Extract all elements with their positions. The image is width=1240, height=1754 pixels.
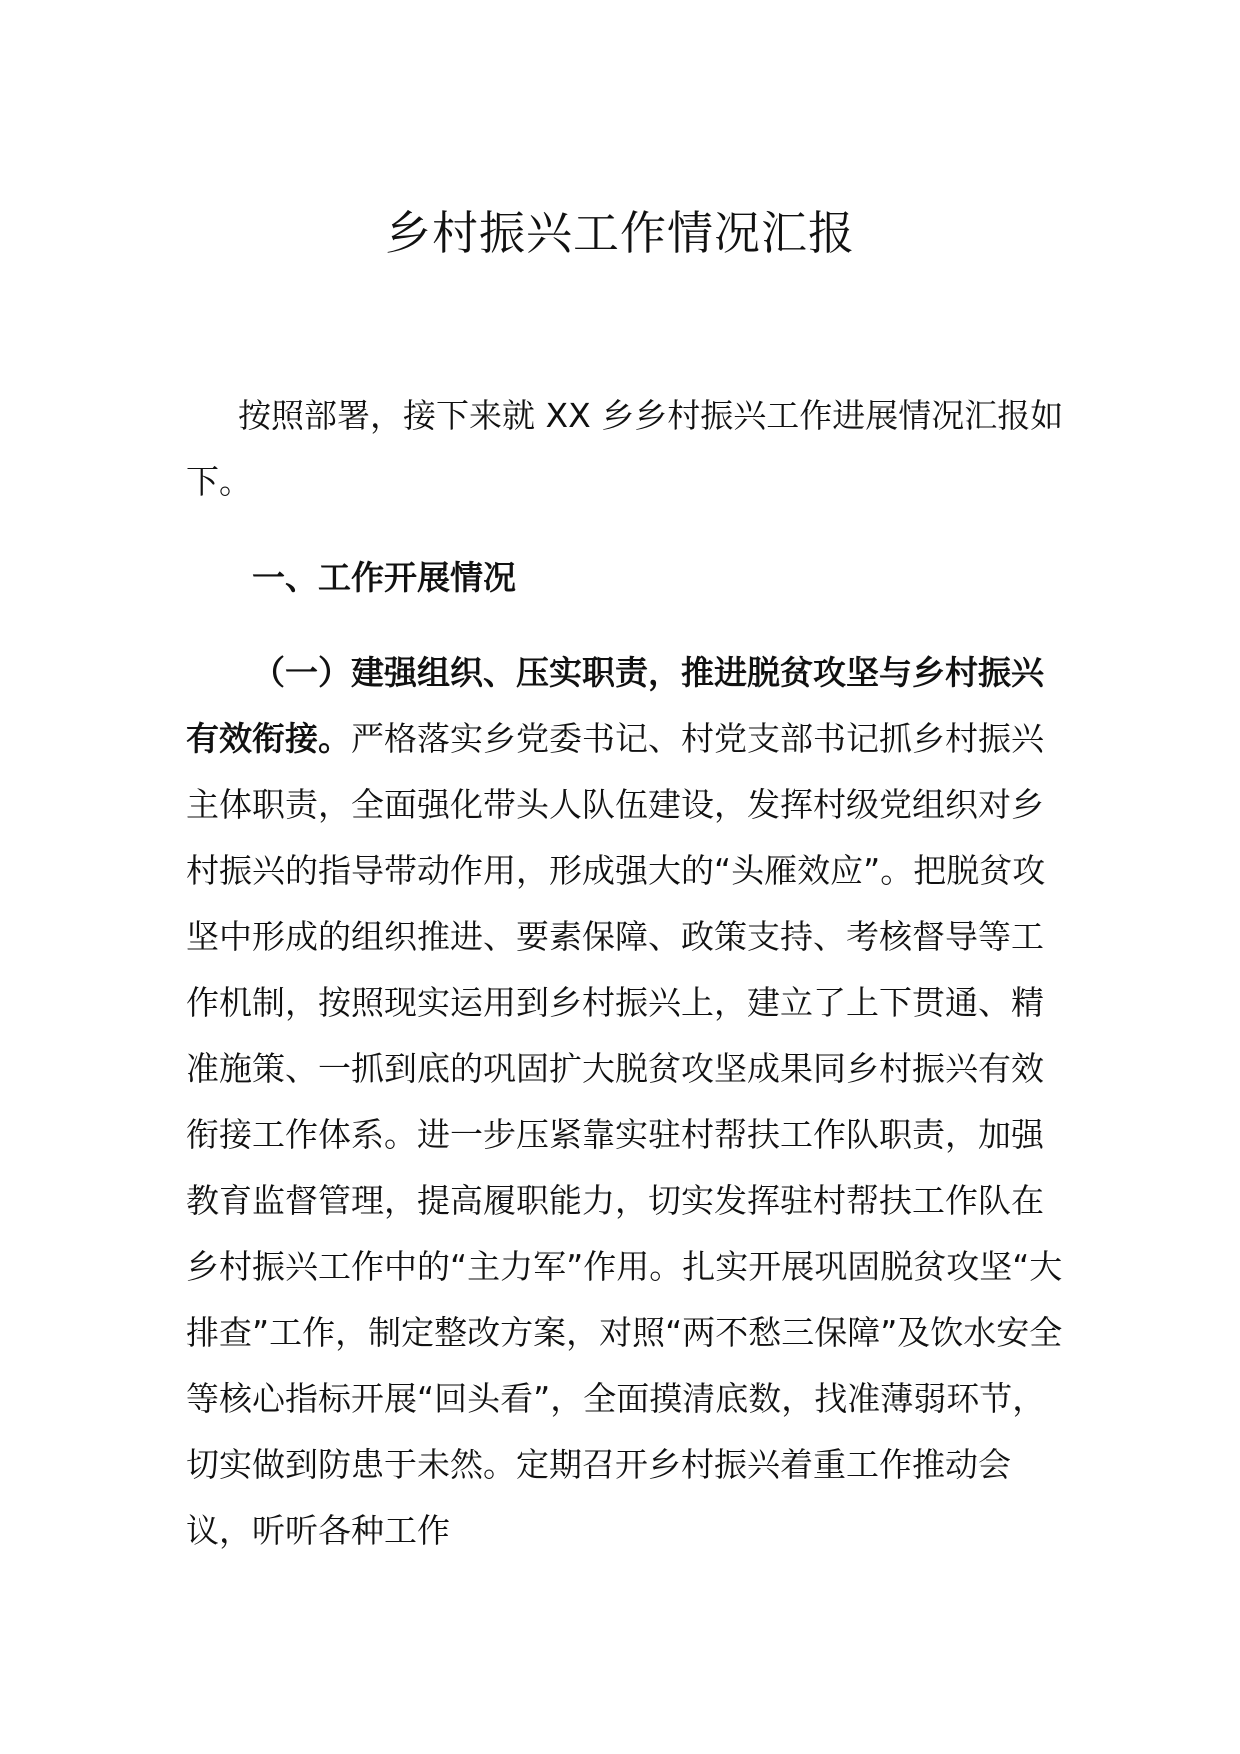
section-heading: 一、工作开展情况	[252, 558, 516, 597]
body-paragraph	[186, 640, 1066, 1564]
intro-paragraph: 按照部署，接下来就 XX 乡乡村振兴工作进展情况汇报如下。	[186, 396, 1064, 501]
subsection-heading: （一）建强组织、压实职责，推进脱贫攻坚与乡村振兴有效衔接。	[186, 653, 1044, 758]
paragraph-body-text: 严格落实乡党委书记、村党支部书记抓乡村振兴主体职责，全面强化带头人队伍建设，发挥村级党组织对乡村振兴的指导带动作用，形成强大的“头雁效应”。把脱贫攻坚中形成的组织推进、要素保障、政策支持、考核督导等工作机制，按照现实运用到乡村振兴上，建立了上下贯通、精准施策、一抓到底的巩固扩大脱贫攻坚成果同乡村振兴有效衔接工作体系。进一步压紧靠实驻村帮扶工作队职责，加强教育监督管理，提高履职能力，切实发挥驻村帮扶工作队在乡村振兴工作中的“主力军”作用。扎实开展巩固脱贫攻坚“大排查”工作，制定整改方案，对照“两不愁三保障”及饮水安全等核心指标开展“回头看”，全面摸清底数，找准薄弱环节，切实做到防患于未然。定期召开乡村振兴着重工作推动会议，听听各种工作	[186, 719, 1063, 1550]
document-title: 乡村振兴工作情况汇报	[385, 206, 855, 260]
